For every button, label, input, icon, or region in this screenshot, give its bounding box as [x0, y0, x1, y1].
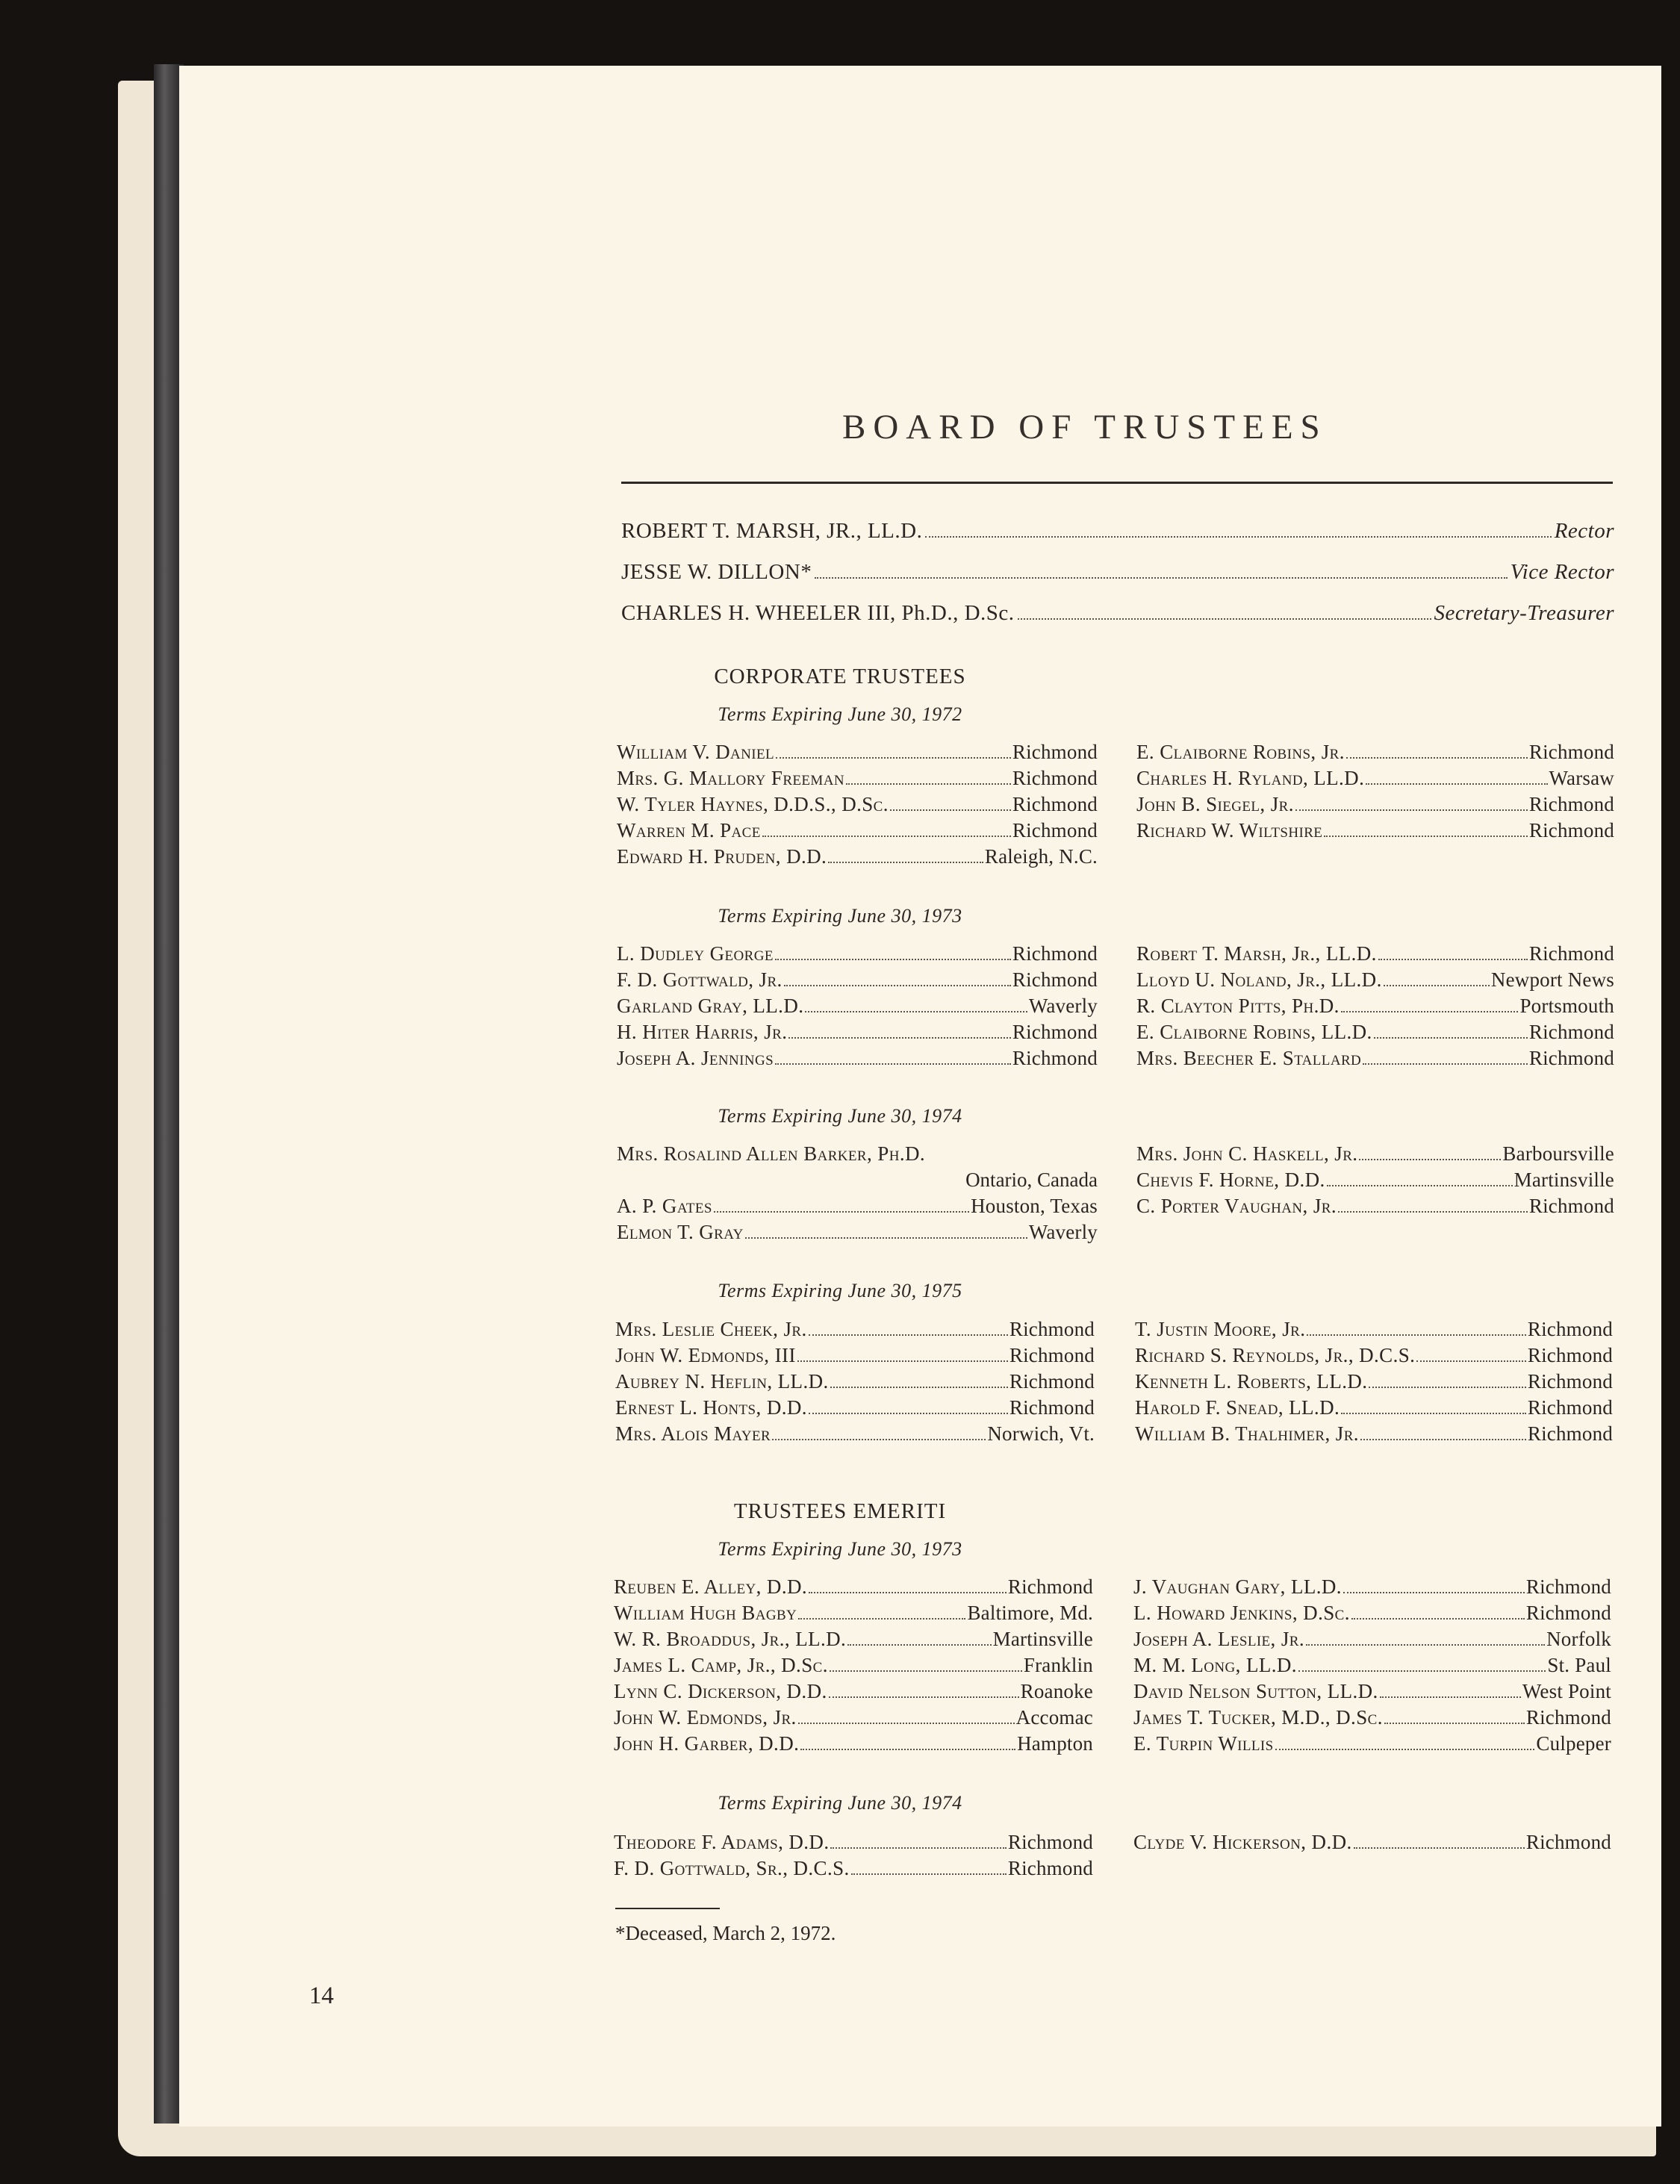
trustee-row: [1136, 793, 1614, 819]
leader-dots: [851, 1873, 1007, 1875]
leader-dots: [776, 757, 1011, 759]
officer-vice-rector: [621, 560, 1614, 585]
trustee-row: [617, 995, 1098, 1021]
emeriti-1974-left: [614, 1831, 1093, 1883]
trustee-place: Richmond: [1012, 942, 1098, 965]
leader-dots: [1363, 1063, 1528, 1065]
trustee-name: Clyde V. Hickerson, D.D.: [1133, 1831, 1352, 1853]
corporate-1974-right: [1136, 1142, 1614, 1221]
trustee-place: Baltimore, Md.: [967, 1602, 1093, 1624]
trustee-place: Richmond: [1012, 968, 1098, 991]
trustee-row: [617, 819, 1098, 845]
trustee-place: Ontario, Canada: [965, 1169, 1098, 1191]
emeriti-term-heading-1974: Terms Expiring June 30, 1974: [718, 1792, 962, 1814]
trustee-name: John W. Edmonds, III: [615, 1344, 796, 1366]
trustee-name: Lloyd U. Noland, Jr., LL.D.: [1136, 968, 1382, 991]
leader-dots: [847, 1644, 991, 1646]
page-number: 14: [309, 1982, 334, 2009]
trustee-place: Accomac: [1015, 1706, 1093, 1729]
trustee-name: Elmon T. Gray: [617, 1221, 744, 1243]
trustee-row: [1133, 1654, 1611, 1680]
leader-dots: [815, 577, 1507, 579]
footnote-rule: [615, 1908, 720, 1909]
trustee-name: F. D. Gottwald, Jr.: [617, 968, 783, 991]
leader-dots: [772, 1439, 986, 1440]
officer-role: Rector: [1554, 519, 1614, 543]
trustee-row: [614, 1575, 1093, 1602]
trustee-row: [1133, 1602, 1611, 1628]
trustee-row: [1136, 995, 1614, 1021]
trustee-place: Richmond: [1007, 1831, 1093, 1853]
trustee-place: Waverly: [1028, 995, 1098, 1017]
leader-dots: [1341, 1413, 1526, 1414]
trustee-name: Garland Gray, LL.D.: [617, 995, 804, 1017]
trustee-place: Richmond: [1528, 819, 1614, 841]
leader-dots: [1307, 1334, 1526, 1336]
leader-dots: [1324, 836, 1528, 837]
trustee-name: W. Tyler Haynes, D.D.S., D.Sc.: [617, 793, 889, 815]
trustee-place: West Point: [1522, 1680, 1611, 1702]
trustee-name: L. Dudley George: [617, 942, 774, 965]
trustee-place: Richmond: [1528, 1021, 1614, 1043]
trustee-row: [614, 1654, 1093, 1680]
trustee-name: Theodore F. Adams, D.D.: [614, 1831, 830, 1853]
leader-dots: [805, 1011, 1027, 1012]
trustee-row: [1136, 819, 1614, 845]
leader-dots: [1306, 1644, 1545, 1646]
trustee-row: [1133, 1732, 1611, 1758]
trustee-row: [617, 1142, 1098, 1169]
trustee-row: [1133, 1680, 1611, 1706]
officer-rector: [621, 519, 1614, 544]
trustee-name: R. Clayton Pitts, Ph.D.: [1136, 995, 1340, 1017]
trustee-row: [617, 1047, 1098, 1073]
trustee-place: Richmond: [1528, 793, 1614, 815]
trustee-place: Franklin: [1023, 1654, 1093, 1676]
trustee-place: Richmond: [1009, 1318, 1095, 1340]
trustee-name: David Nelson Sutton, LL.D.: [1133, 1680, 1378, 1702]
leader-dots: [788, 1037, 1011, 1039]
leader-dots: [809, 1592, 1007, 1593]
trustee-place: Raleigh, N.C.: [984, 845, 1098, 868]
trustee-place: Martinsville: [992, 1628, 1093, 1650]
leader-dots: [1275, 1749, 1535, 1750]
corporate-1973-left: [617, 942, 1098, 1073]
leader-dots: [1295, 809, 1528, 811]
trustee-name: Mrs. G. Mallory Freeman: [617, 767, 844, 789]
trustee-row: [1133, 1575, 1611, 1602]
officer-name: CHARLES H. WHEELER III, Ph.D., D.Sc.: [621, 601, 1015, 625]
trustee-row: [617, 793, 1098, 819]
trustee-row: [1136, 1142, 1614, 1169]
leader-dots: [1366, 783, 1547, 785]
trustee-row: [614, 1706, 1093, 1732]
leader-dots: [1346, 757, 1528, 759]
trustee-name: L. Howard Jenkins, D.Sc.: [1133, 1602, 1350, 1624]
trustee-name: C. Porter Vaughan, Jr.: [1136, 1195, 1337, 1217]
trustee-place: Martinsville: [1513, 1169, 1614, 1191]
trustee-name: James T. Tucker, M.D., D.Sc.: [1133, 1706, 1383, 1729]
trustee-place: Richmond: [1007, 1575, 1093, 1598]
trustee-name: Richard S. Reynolds, Jr., D.C.S.: [1135, 1344, 1416, 1366]
trustee-place: Richmond: [1012, 793, 1098, 815]
trustee-row: [615, 1396, 1095, 1422]
trustee-row: [1135, 1344, 1613, 1370]
term-heading-1975: Terms Expiring June 30, 1975: [718, 1280, 962, 1301]
trustee-row: [614, 1680, 1093, 1706]
trustee-row: [617, 968, 1098, 995]
trustee-name: Aubrey N. Heflin, LL.D.: [615, 1370, 829, 1393]
trustee-place: Portsmouth: [1519, 995, 1614, 1017]
trustee-name: Reuben E. Alley, D.D.: [614, 1575, 808, 1598]
emeriti-1974-right: [1133, 1831, 1611, 1857]
trustee-name: Robert T. Marsh, Jr., LL.D.: [1136, 942, 1377, 965]
trustee-place: Richmond: [1525, 1706, 1611, 1729]
trustee-place: Richmond: [1007, 1857, 1093, 1879]
term-heading-1972: Terms Expiring June 30, 1972: [718, 703, 962, 725]
trustee-row: [617, 1221, 1098, 1247]
trustee-name: Harold F. Snead, LL.D.: [1135, 1396, 1340, 1419]
trustee-place: Richmond: [1527, 1370, 1613, 1393]
leader-dots: [784, 985, 1011, 986]
trustee-place: Waverly: [1028, 1221, 1098, 1243]
leader-dots: [1343, 1592, 1525, 1593]
trustee-row: [1133, 1628, 1611, 1654]
leader-dots: [745, 1237, 1027, 1239]
trustee-name: E. Claiborne Robins, Jr.: [1136, 741, 1345, 763]
officer-name: JESSE W. DILLON*: [621, 560, 812, 584]
trustee-row: [1135, 1422, 1613, 1449]
officer-name: ROBERT T. MARSH, JR., LL.D.: [621, 519, 923, 543]
trustee-row: [1136, 1047, 1614, 1073]
leader-dots: [809, 1334, 1008, 1336]
leader-dots: [1354, 1847, 1525, 1849]
trustee-place: Richmond: [1012, 1021, 1098, 1043]
trustee-place: Richmond: [1528, 741, 1614, 763]
trustee-row: [1133, 1706, 1611, 1732]
trustee-place: Newport News: [1490, 968, 1614, 991]
leader-dots: [797, 1360, 1008, 1362]
trustee-name: Richard W. Wiltshire: [1136, 819, 1323, 841]
leader-dots: [800, 1749, 1015, 1750]
leader-dots: [1298, 1670, 1546, 1672]
trustee-name: Charles H. Ryland, LL.D.: [1136, 767, 1365, 789]
trustee-name: H. Hiter Harris, Jr.: [617, 1021, 788, 1043]
leader-dots: [1378, 959, 1528, 960]
trustee-name: F. D. Gottwald, Sr., D.C.S.: [614, 1857, 850, 1879]
trustee-place: Richmond: [1527, 1396, 1613, 1419]
trustee-name: J. Vaughan Gary, LL.D.: [1133, 1575, 1342, 1598]
trustee-place: Roanoke: [1020, 1680, 1093, 1702]
leader-dots: [925, 536, 1551, 538]
page: [179, 66, 1661, 2127]
trustee-place: Hampton: [1017, 1732, 1093, 1755]
officer-role: Vice Rector: [1510, 560, 1614, 584]
trustee-row: [614, 1602, 1093, 1628]
leader-dots: [1018, 618, 1431, 620]
trustee-row: [617, 767, 1098, 793]
trustee-place: Richmond: [1012, 1047, 1098, 1069]
trustee-name: Mrs. Beecher E. Stallard: [1136, 1047, 1362, 1069]
page-title: BOARD OF TRUSTEES: [842, 408, 1328, 447]
trustee-name: James L. Camp, Jr., D.Sc.: [614, 1654, 828, 1676]
footnote: *Deceased, March 2, 1972.: [615, 1922, 836, 1944]
leader-dots: [830, 1387, 1008, 1388]
corporate-1972-left: [617, 741, 1098, 871]
trustee-name: T. Justin Moore, Jr.: [1135, 1318, 1306, 1340]
trustee-name: W. R. Broaddus, Jr., LL.D.: [614, 1628, 847, 1650]
trustee-place: Norfolk: [1546, 1628, 1611, 1650]
trustee-row: [614, 1857, 1093, 1883]
corporate-1975-left: [615, 1318, 1095, 1449]
trustee-place: Richmond: [1525, 1831, 1611, 1853]
trustee-place: Richmond: [1527, 1344, 1613, 1366]
trustee-row: [617, 1021, 1098, 1047]
leader-dots: [830, 1847, 1006, 1849]
trustee-name: Ernest L. Honts, D.D.: [615, 1396, 807, 1419]
leader-dots: [809, 1413, 1008, 1414]
trustee-place: Richmond: [1012, 767, 1098, 789]
trustee-row: [615, 1318, 1095, 1344]
trustee-row: [1136, 968, 1614, 995]
trustee-row: [614, 1732, 1093, 1758]
officer-secretary-treasurer: [621, 601, 1614, 626]
trustee-row: [615, 1344, 1095, 1370]
trustee-place: Richmond: [1528, 1195, 1614, 1217]
trustee-place: Richmond: [1525, 1575, 1611, 1598]
trustee-row: [617, 1195, 1098, 1221]
leader-dots: [829, 1696, 1019, 1698]
emeriti-1973-right: [1133, 1575, 1611, 1758]
trustee-row: [1136, 1169, 1614, 1195]
trustee-row: [617, 741, 1098, 767]
trustee-name: John H. Garber, D.D.: [614, 1732, 800, 1755]
trustee-name: Mrs. John C. Haskell, Jr.: [1136, 1142, 1358, 1165]
trustee-name: Mrs. Rosalind Allen Barker, Ph.D.: [617, 1142, 926, 1165]
trustee-place: Richmond: [1528, 1047, 1614, 1069]
trustee-row: [1135, 1318, 1613, 1344]
trustee-name: Joseph A. Jennings: [617, 1047, 774, 1069]
trustee-name: A. P. Gates: [617, 1195, 712, 1217]
trustee-place: Houston, Texas: [971, 1195, 1098, 1217]
trustee-place: Richmond: [1528, 942, 1614, 965]
corporate-1973-right: [1136, 942, 1614, 1073]
leader-dots: [1369, 1387, 1525, 1388]
leader-dots: [1374, 1037, 1528, 1039]
trustee-place: Richmond: [1527, 1318, 1613, 1340]
trustee-row: [615, 1422, 1095, 1449]
leader-dots: [1416, 1360, 1526, 1362]
trustee-place: Richmond: [1009, 1344, 1095, 1366]
trustee-row: [1136, 767, 1614, 793]
trustee-place: Richmond: [1009, 1396, 1095, 1419]
leader-dots: [1384, 1723, 1525, 1724]
trustee-name: John B. Siegel, Jr.: [1136, 793, 1294, 815]
trustee-row: [617, 942, 1098, 968]
corporate-1975-right: [1135, 1318, 1613, 1449]
trustee-name: Mrs. Alois Mayer: [615, 1422, 771, 1445]
leader-dots: [1338, 1211, 1528, 1213]
trustee-row: [1135, 1396, 1613, 1422]
trustee-row: [614, 1831, 1093, 1857]
title-rule: [621, 482, 1613, 484]
leader-dots: [890, 809, 1011, 811]
leader-dots: [830, 1670, 1022, 1672]
term-heading-1974: Terms Expiring June 30, 1974: [718, 1105, 962, 1127]
trustee-name: Mrs. Leslie Cheek, Jr.: [615, 1318, 807, 1340]
trustee-row: [1136, 741, 1614, 767]
trustee-name: Edward H. Pruden, D.D.: [617, 845, 827, 868]
leader-dots: [1351, 1618, 1525, 1620]
trustee-row: [1135, 1370, 1613, 1396]
leader-dots: [1359, 1159, 1501, 1160]
emeriti-1973-left: [614, 1575, 1093, 1758]
trustee-place: Richmond: [1527, 1422, 1613, 1445]
leader-dots: [1360, 1439, 1526, 1440]
trustee-name: Chevis F. Horne, D.D.: [1136, 1169, 1325, 1191]
corporate-1972-right: [1136, 741, 1614, 845]
trustee-place: Norwich, Vt.: [987, 1422, 1095, 1445]
trustee-name: John W. Edmonds, Jr.: [614, 1706, 797, 1729]
trustee-name: Lynn C. Dickerson, D.D.: [614, 1680, 827, 1702]
trustees-emeriti-heading: TRUSTEES EMERITI: [733, 1499, 947, 1523]
trustee-name: Warren M. Pace: [617, 819, 761, 841]
trustee-place: Richmond: [1012, 741, 1098, 763]
trustee-name: William B. Thalhimer, Jr.: [1135, 1422, 1359, 1445]
trustee-name: Joseph A. Leslie, Jr.: [1133, 1628, 1304, 1650]
trustee-name: William Hugh Bagby: [614, 1602, 797, 1624]
corporate-1974-left: [617, 1142, 1098, 1247]
trustee-row: [617, 845, 1098, 871]
leader-dots: [775, 1063, 1011, 1065]
trustee-place: St. Paul: [1547, 1654, 1611, 1676]
leader-dots: [798, 1723, 1015, 1724]
leader-dots: [775, 959, 1011, 960]
trustee-place: Richmond: [1012, 819, 1098, 841]
trustee-row: [615, 1370, 1095, 1396]
trustee-place: Richmond: [1009, 1370, 1095, 1393]
trustee-row: [1133, 1831, 1611, 1857]
leader-dots: [798, 1618, 965, 1620]
leader-dots: [714, 1211, 969, 1213]
term-heading-1973: Terms Expiring June 30, 1973: [718, 905, 962, 927]
trustee-name: E. Claiborne Robins, LL.D.: [1136, 1021, 1372, 1043]
leader-dots: [1384, 985, 1490, 986]
trustee-place: Richmond: [1525, 1602, 1611, 1624]
officer-role: Secretary-Treasurer: [1434, 601, 1614, 625]
corporate-trustees-heading: CORPORATE TRUSTEES: [714, 665, 966, 688]
trustee-place: Barboursville: [1502, 1142, 1614, 1165]
trustee-name: M. M. Long, LL.D.: [1133, 1654, 1297, 1676]
trustee-row: [614, 1628, 1093, 1654]
trustee-name: Kenneth L. Roberts, LL.D.: [1135, 1370, 1368, 1393]
trustee-row: [1136, 1195, 1614, 1221]
trustee-name: E. Turpin Willis: [1133, 1732, 1274, 1755]
trustee-place: Warsaw: [1549, 767, 1614, 789]
leader-dots: [828, 862, 983, 863]
leader-dots: [1341, 1011, 1519, 1012]
emeriti-term-heading-1973: Terms Expiring June 30, 1973: [718, 1538, 962, 1560]
leader-dots: [1327, 1185, 1513, 1186]
leader-dots: [762, 836, 1011, 837]
leader-dots: [846, 783, 1011, 785]
trustee-place: Culpeper: [1536, 1732, 1611, 1755]
trustee-row: [1136, 1021, 1614, 1047]
trustee-row: [1136, 942, 1614, 968]
trustee-name: William V. Daniel: [617, 741, 775, 763]
leader-dots: [1380, 1696, 1521, 1698]
